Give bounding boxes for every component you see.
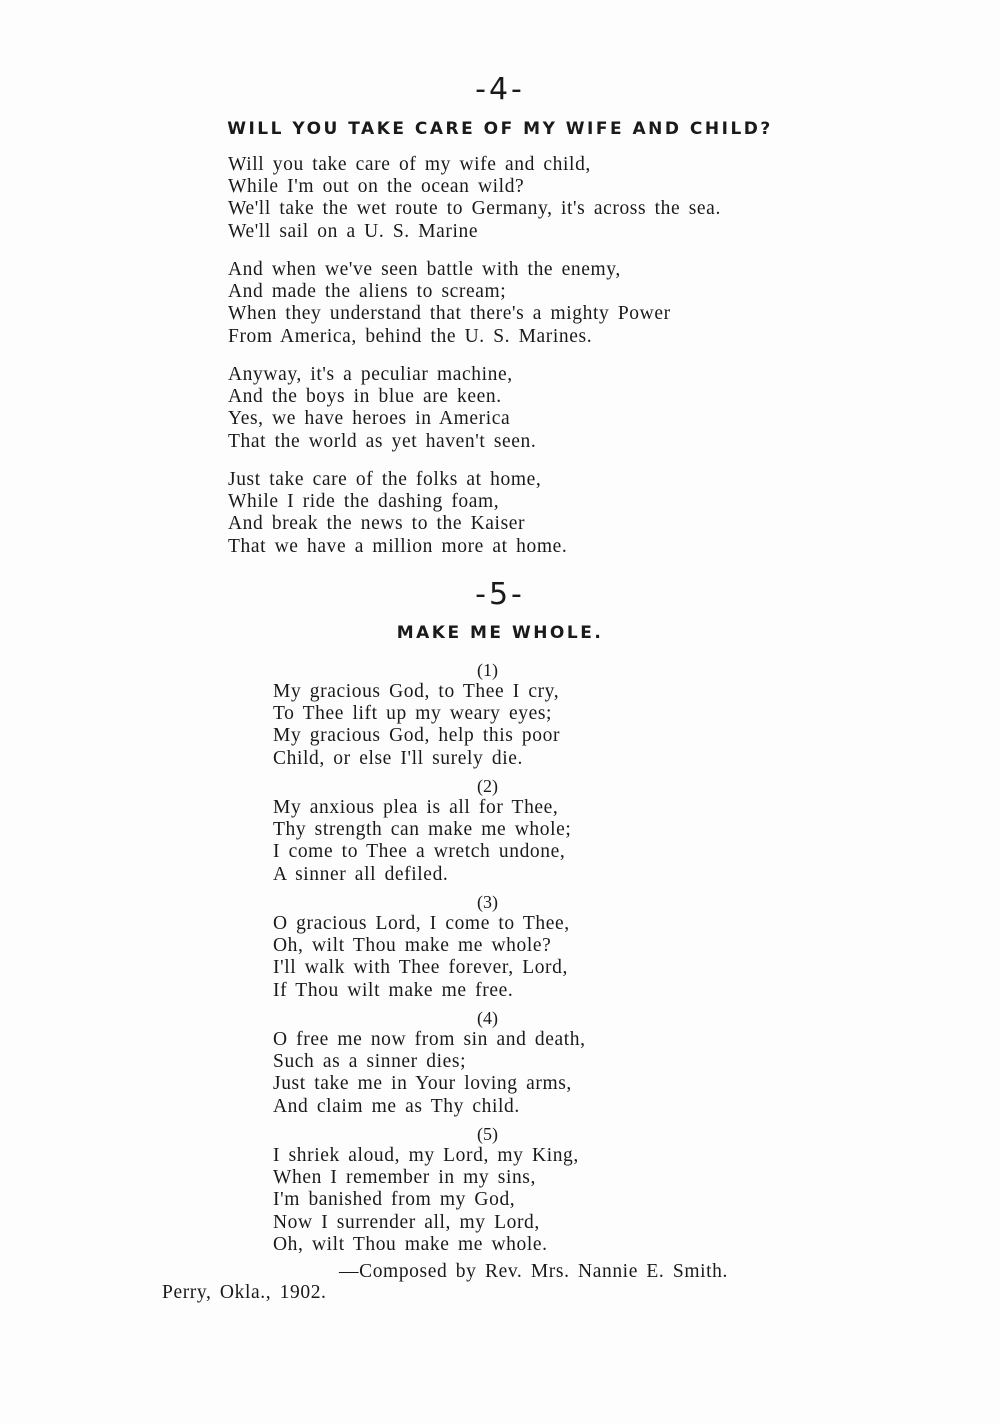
stanza-line: And break the news to the Kaiser <box>228 513 526 535</box>
verse-line: Now I surrender all, my Lord, <box>273 1211 540 1233</box>
stanza-line: And the boys in blue are keen. <box>228 386 502 408</box>
verse-line: Child, or else I'll surely die. <box>273 747 523 769</box>
song-title-will-you-take-care: WILL YOU TAKE CARE OF MY WIFE AND CHILD? <box>227 119 773 139</box>
verse-line: If Thou wilt make me free. <box>273 979 514 1001</box>
stanza-line: That we have a million more at home. <box>228 535 568 557</box>
verse-number: (5) <box>477 1124 498 1144</box>
verse-line: Thy strength can make me whole; <box>273 819 572 841</box>
stanza-line: Anyway, it's a peculiar machine, <box>228 364 513 385</box>
verse-line: A sinner all defiled. <box>273 863 449 885</box>
verse-line: O gracious Lord, I come to Thee, <box>273 913 570 934</box>
page-number-5: -5- <box>475 577 525 612</box>
verse-line: My anxious plea is all for Thee, <box>273 797 559 818</box>
verse-line: To Thee lift up my weary eyes; <box>273 703 553 725</box>
stanza-line: From America, behind the U. S. Marines. <box>228 325 593 347</box>
verse-line: When I remember in my sins, <box>273 1167 536 1189</box>
stanza-4 <box>228 469 567 558</box>
verse-5 <box>273 1145 579 1256</box>
stanza-line: That the world as yet haven't seen. <box>228 430 537 452</box>
stanza-line: Just take care of the folks at home, <box>228 469 542 490</box>
verse-line: Just take me in Your loving arms, <box>273 1073 572 1095</box>
verse-line: Such as a sinner dies; <box>273 1051 467 1073</box>
verse-line: Oh, wilt Thou make me whole. <box>273 1233 548 1255</box>
verse-2 <box>273 797 571 886</box>
verse-line: My gracious God, to Thee I cry, <box>273 681 560 702</box>
stanza-line: Yes, we have heroes in America <box>228 408 511 430</box>
stanza-3 <box>228 364 536 453</box>
stanza-line: We'll sail on a U. S. Marine <box>228 220 479 242</box>
attribution: —Composed by Rev. Mrs. Nannie E. Smith. <box>339 1261 728 1282</box>
verse-1 <box>273 681 560 770</box>
song-title-make-me-whole: MAKE ME WHOLE. <box>396 623 604 643</box>
verse-line: Oh, wilt Thou make me whole? <box>273 935 552 957</box>
verse-3 <box>273 913 570 1002</box>
stanza-line: When they understand that there's a mighty Power <box>228 303 671 325</box>
verse-number: (4) <box>477 1008 498 1028</box>
stanza-line: Will you take care of my wife and child, <box>228 154 591 175</box>
verse-number: (1) <box>477 660 498 680</box>
verse-number: (2) <box>477 776 498 796</box>
verse-number: (3) <box>477 892 498 912</box>
verse-line: I'm banished from my God, <box>273 1189 516 1211</box>
stanza-line: And made the aliens to scream; <box>228 281 507 303</box>
verse-line: I come to Thee a wretch undone, <box>273 841 566 863</box>
stanza-2 <box>228 259 671 348</box>
verse-4 <box>273 1029 586 1118</box>
verse-line: O free me now from sin and death, <box>273 1029 586 1050</box>
verse-line: My gracious God, help this poor <box>273 725 561 747</box>
stanza-line: While I ride the dashing foam, <box>228 491 500 513</box>
stanza-line: While I'm out on the ocean wild? <box>228 176 525 198</box>
page-number-4: -4- <box>475 72 525 107</box>
verse-line: I'll walk with Thee forever, Lord, <box>273 957 568 979</box>
verse-line: I shriek aloud, my Lord, my King, <box>273 1145 579 1166</box>
stanza-line: We'll take the wet route to Germany, it's across the sea. <box>228 198 721 220</box>
stanza-1 <box>228 154 721 243</box>
verse-line: And claim me as Thy child. <box>273 1095 520 1117</box>
stanza-line: And when we've seen battle with the enemy, <box>228 259 621 280</box>
place-date: Perry, Okla., 1902. <box>162 1282 327 1303</box>
